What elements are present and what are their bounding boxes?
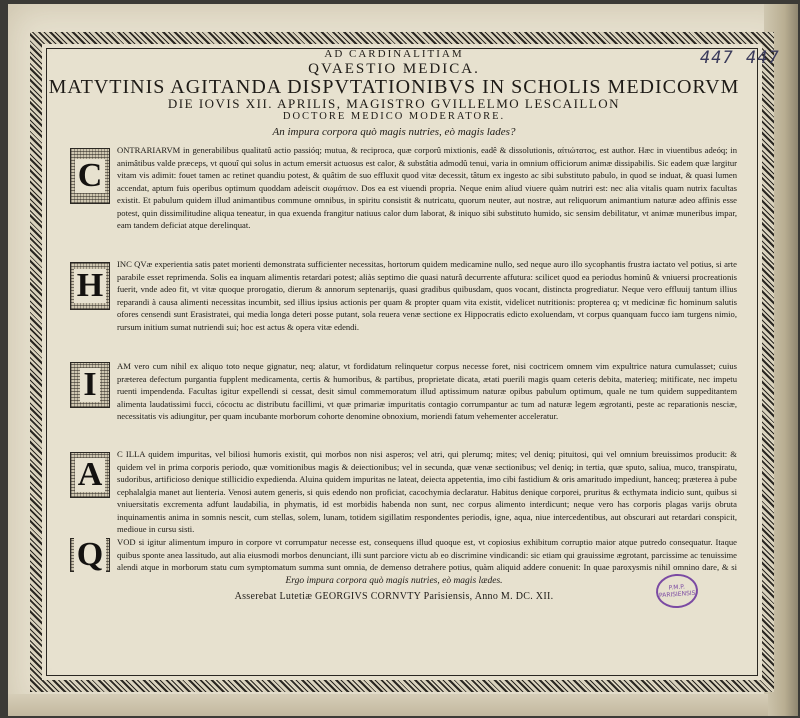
paragraph-1: ONTRARIARVM in generabilibus qualitatû actio passióq; mutua, & reciproca, quæ corporû mixtionis, eadê & dissolutionis, αἰτιώτατος, est author. Hæc in viuentibus adeóq; in animâtibus valde præceps, vt quouî qui solus in actum emersit actuosus est calor, & substâtia admodû tenui, varia in omnium officiorum animæ dissipabilis. Sic eadem quæ largitur vitam vis adimit: fouet tamen ac retinet quandiu potest, & quâtim de suo effluxit quod vitæ decessit, tâtum ex ingesto ac sibi substituto pabulo, in quod se induat, & quasi lumen accendat, aptum fuis operibus optimum quoddam adeiscit σωμάτιον. Dos ea est viuendi propria. Neque enim aliud viuere quàm nutriri est: nec alia vitalis quam nutrix facultas existit. Et pabulum quidem illud animantibus commune omnibus, in spiritu consistit & nutricatu, quorum neuter, aut nostræ, aut reliquorum animantium naturæ adeo affinis esse potest, quin dissimilitudine aliqua teneatur, in qua exuenda frangitur natiuus calor dum laborat, & iniquo sibi substituto humido, sic sensim debilitatur, vt animæ muneribus impar, eam tandem deficiat atque derelinquat. (117, 145, 737, 230)
folio-number: 447 (700, 48, 734, 68)
moderator-title: DOCTORE MEDICO MODERATORE. (282, 111, 506, 122)
paragraph-2: INC QVæ experientia satis patet morienti demonstrata sufficienter necessitas, hortorum quidem medicamine nullo, sed neque auro illo sycophantis frustra iactato vel potius, si arte parabile esset reprimenda. Solis ea inquam alimentis retardari potest; aliàs septimo die quasi naturâ decurrente affutura: scilicet quod ea periodus hominû & vniuersi procreationis fuerit, vnde adeo fit, vt vitæ quoque prorogatio, dierum & annorum septenarijs, quasi gradibus quibusdam, quos vocant, distincta progrediatur. Neque vero effluuij tantum illius reparandi à causa alimenti necessitas incumbit, sed illius ipsius actionis per quam & propter quam vita existit, videlicet nutritionis: propterea q; vt medicinæ fic hominum salutis ofores censendi sunt Erasistratei, qui media longa deteri posse putant, sola reuera venæ sectione ex Hippocratis edicto exoluendam, vt corpus quanquam fucco iam turgens nimio, rursum initium sumat nutriendi sui; hoc est actus & opera vitæ edendi. (117, 259, 737, 332)
assertion-line: Asserebat Lutetiæ GEORGIVS CORNVTY Parisiensis, Anno M. DC. XII. (234, 591, 554, 602)
paragraph-4: C ILLA quidem impuritas, vel biliosi humoris existit, qui morbos non nisi asperos; vel atri, qui plerumq; mites; vel deniq; pituitosi, qui vel omnium breuissimos producit: & quidem vel in prima corporis periodo, quæ vomitionibus magis & deiectionibus; vel in secunda, quæ venæ sectionibus; vel deniq; in tertia, quæ sputo, saliua, muco, transpiratu, sudoribus, artificioso denique stillicidio expedienda. Aluina quidem impuritas ne lateat, deiecta appetentia, imo cibi fastidium & oris amaritudo impediunt, hanceq; præterea à pube cephalalgia manet aut lienteria. Venosi autem generis, si quis edendo non proficiat, cacochymia declaratur. Habitus denique corporei, pruritus & ecthymata indicio sunt, quibus si vniuersitatis excrementa adfunt laudabilia, in phymatis, id est morbidis habenda non sunt, nec corpus alimento interdicunt; neque vero has corporis plagas varijs obruta inquinamentis anima in somnis nescit, cum stellas, solem, lunam, totidem sigillatim respondentes periodis, igne, aqua, niue intercedentibus, aut obscurari aut retardari conspicit, medioue in cursu sisti. (117, 449, 737, 534)
drop-cap-i: I (70, 362, 110, 408)
drop-cap-h: H (70, 262, 110, 310)
document-title: MATVTINIS AGITANDA DISPVTATIONIBVS IN SCHOLIS MEDICORVM (48, 76, 740, 98)
drop-cap-a: A (70, 452, 110, 498)
drop-cap-q: Q (70, 538, 110, 572)
conclusion-line: Ergo impura corpora quò magis nutries, eò magis lædes. (285, 576, 503, 586)
page-bottom-edge (8, 694, 768, 716)
drop-cap-c: C (70, 148, 110, 204)
dedication-line: AD CARDINALITIAM (324, 48, 464, 60)
date-moderator-line: DIE IOVIS XII. APRILIS, MAGISTRO GVILLELMO LESCAILLON (167, 96, 621, 111)
paragraph-3: AM vero cum nihil ex aliquo toto neque gignatur, neq; alatur, vt fordidatum relinquetur corpus necesse foret, nisi coctricem omnem vim expultrice natura cumulasset; cuius præterea defectum purgantia fupplent medicamenta, certis & humoribus, & partibus, proprietate dicata, ætati puerili magis quam ceteris debita, materieq; mitificate, nec impetu ruenti impendenda. Facultas igitur expellendi si cessat, desit simul commemoratum illud aptissimum naturæ opibus pabulum optimum, quale ne tum quidem suppeditantem alimenta laudatissimi fucci, cócoctu ac distributu facillimi, vt quæ primariæ impuritatis contagio corrumpantur ac tum ad naturæ legem ægrotanti, peste ac reparationis nesciæ, necessitatis vis adiungitur, per quam incubante morborum cohorte denomine obnoxium, moriendi fatum vehementer acceleratur. (117, 361, 737, 421)
question-heading: QVAESTIO MEDICA. (308, 61, 480, 77)
folio-number-margin: 447 (746, 48, 780, 68)
library-stamp: P.M.P. PARISIENSIS (655, 573, 699, 610)
paragraph-5: VOD si igitur alimentum impuro in corpore vt corrumpatur necesse est, consequens illud quoque est, vt copiosius exhibitum corruptio maior atque putredo consequatur. Itaque quibus sponte anea lassitudo, aut alia eiusmodi morbos denunciant, illi sunt parciore victu ab eo discrimine vindicandi: sic etiam qui grauissime ægrotant, parcissime ac tenuissime alendi atque in morborum statu cum symptomatum summa sunt omnia, de demenso detrahere potius, quàm aliquid addere conuenit: In quae paroxysmis nihil omnino dare, & si (117, 537, 737, 572)
thesis-question: An impura corpora quò magis nutries, eò magis lades? (272, 126, 516, 138)
